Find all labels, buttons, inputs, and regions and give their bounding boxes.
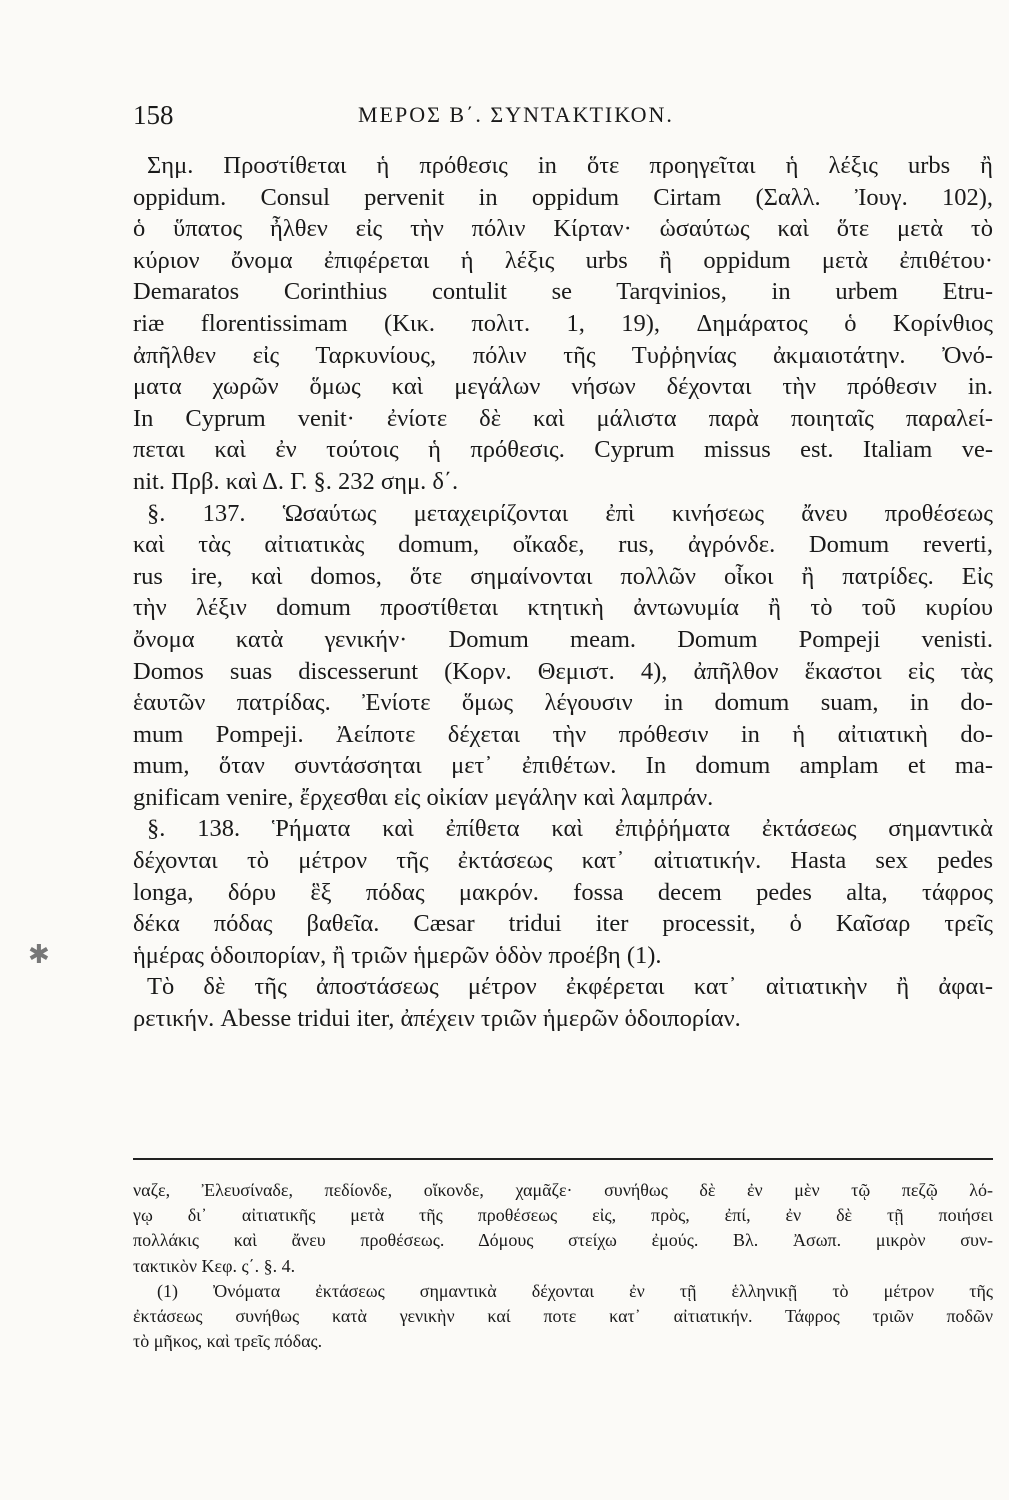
text-line: πεται καὶ ἐν τούτοις ἡ πρόθεσις. Cyprum missus est. Italiam ve- <box>133 436 993 464</box>
main-text <box>133 150 993 1035</box>
text-line: longa, δόρυ ἓξ πόδας μακρόν. fossa decem pedes alta, τάφρος <box>133 878 993 906</box>
footnote-line: τακτικὸν Κεφ. ς΄. §. 4. <box>133 1255 296 1276</box>
text-line: καὶ τὰς αἰτιατικὰς domum, οἴκαδε, rus, ἀγρόνδε. Domum reverti, <box>133 531 993 559</box>
footnote-line: ἐκτάσεως συνήθως κατὰ γενικὴν καί ποτε κατ᾽ αἰτιατικήν. Τάφρος τριῶν ποδῶν <box>133 1305 993 1326</box>
text-line: ρετικήν. Abesse tridui iter, ἀπέχειν τριῶν ἡμερῶν ὁδοιπορίαν. <box>133 1005 741 1033</box>
footnote-line: ναζε, Ἐλευσίναδε, πεδίονδε, οἴκονδε, χαμᾶζε· συνήθως δὲ ἐν μὲν τῷ πεζῷ λό- <box>133 1180 993 1200</box>
text-line: ἀπῆλθεν εἰς Ταρκυνίους, πόλιν τῆς Τυῤῥηνίας ἀκμαιοτάτην. Ὀνό- <box>133 341 993 369</box>
text-line: rus ire, καὶ domos, ὅτε σημαίνονται πολλῶν οἶκοι ἢ πατρίδες. Εἰς <box>133 562 993 590</box>
text-line: nit. Πρβ. καὶ Δ. Γ. §. 232 σημ. δ΄. <box>133 467 459 495</box>
page-number: 158 <box>133 100 174 130</box>
text-line: ὄνομα κατὰ γενικήν· Domum meam. Domum Pompeji venisti. <box>133 625 993 653</box>
text-line: Σημ. Προστίθεται ἡ πρόθεσις in ὅτε προηγεῖται ἡ λέξις urbs ἢ <box>147 152 993 179</box>
text-line: Τὸ δὲ τῆς ἀποστάσεως μέτρον ἐκφέρεται κατ᾽ αἰτιατικὴν ἢ ἀφαι- <box>147 973 993 1001</box>
text-line: §. 137. Ὡσαύτως μεταχειρίζονται ἐπὶ κινήσεως ἄνευ προθέσεως <box>147 499 993 527</box>
text-line: mum Pompeji. Ἀείποτε δέχεται τὴν πρόθεσιν in ἡ αἰτιατικὴ do- <box>133 720 993 748</box>
text-line: riæ florentissimam (Κικ. πολιτ. 1, 19), Δημάρατος ὁ Κορίνθιος <box>133 309 993 337</box>
text-line: ματα χωρῶν ὅμως καὶ μεγάλων νήσων δέχονται τὴν πρόθεσιν in. <box>133 373 993 401</box>
footnote-line: τὸ μῆκος, καὶ τρεῖς πόδας. <box>133 1331 323 1352</box>
margin-smudge-mark: ✱ <box>28 940 50 970</box>
text-line: mum, ὅταν συντάσσηται μετ᾽ ἐπιθέτων. In domum amplam et ma- <box>133 752 993 780</box>
running-title: ΜΕΡΟΣ Β΄. ΣΥΝΤΑΚΤΙΚΟΝ. <box>358 102 674 127</box>
text-line: κύριον ὄνομα ἐπιφέρεται ἡ λέξις urbs ἢ oppidum μετὰ ἐπιθέτου· <box>133 246 993 274</box>
text-line: In Cyprum venit· ἐνίοτε δὲ καὶ μάλιστα παρὰ ποιηταῖς παραλεί- <box>133 404 993 432</box>
text-line: gnificam venire, ἔρχεσθαι εἰς οἰκίαν μεγάλην καὶ λαμπράν. <box>133 783 714 811</box>
text-line: oppidum. Consul pervenit in oppidum Cirtam (Σαλλ. Ἰουγ. 102), <box>133 183 993 211</box>
text-line: ἡμέρας ὁδοιπορίαν, ἢ τριῶν ἡμερῶν ὁδὸν προέβη (1). <box>133 941 662 969</box>
footnote-divider <box>133 1158 993 1160</box>
text-line: δέχονται τὸ μέτρον τῆς ἐκτάσεως κατ᾽ αἰτιατικήν. Hasta sex pedes <box>133 847 993 875</box>
text-line: Demaratos Corinthius contulit se Tarqvinios, in urbem Etru- <box>133 278 993 306</box>
footnote-line: γῳ δι᾽ αἰτιατικῆς μετὰ τῆς προθέσεως εἰς, πρὸς, ἐπί, ἐν δὲ τῇ ποιήσει <box>133 1205 993 1226</box>
footnote-line: (1) Ὀνόματα ἐκτάσεως σημαντικὰ δέχονται ἐν τῇ ἑλληνικῇ τὸ μέτρον τῆς <box>157 1280 993 1301</box>
text-line: §. 138. Ῥήματα καὶ ἐπίθετα καὶ ἐπιῤῥήματα ἐκτάσεως σημαντικὰ <box>147 815 993 843</box>
text-line: ὁ ὕπατος ἦλθεν εἰς τὴν πόλιν Κίρταν· ὡσαύτως καὶ ὅτε μετὰ τὸ <box>133 215 993 243</box>
text-line: Domos suas discesserunt (Κορν. Θεμιστ. 4), ἀπῆλθον ἕκαστοι εἰς τὰς <box>133 657 993 685</box>
page-header <box>133 100 993 140</box>
text-line: ἑαυτῶν πατρίδας. Ἐνίοτε ὅμως λέγουσιν in domum suam, in do- <box>133 689 993 717</box>
text-line: δέκα πόδας βαθεῖα. Cæsar tridui iter processit, ὁ Καῖσαρ τρεῖς <box>133 910 993 938</box>
text-line: τὴν λέξιν domum προστίθεται κτητικὴ ἀντωνυμία ἢ τὸ τοῦ κυρίου <box>133 594 993 622</box>
footnote-line: πολλάκις καὶ ἄνευ προθέσεως. Δόμους στείχω ἐμούς. Βλ. Ἀσωπ. μικρὸν συν- <box>133 1230 993 1251</box>
footnotes <box>133 1178 993 1354</box>
